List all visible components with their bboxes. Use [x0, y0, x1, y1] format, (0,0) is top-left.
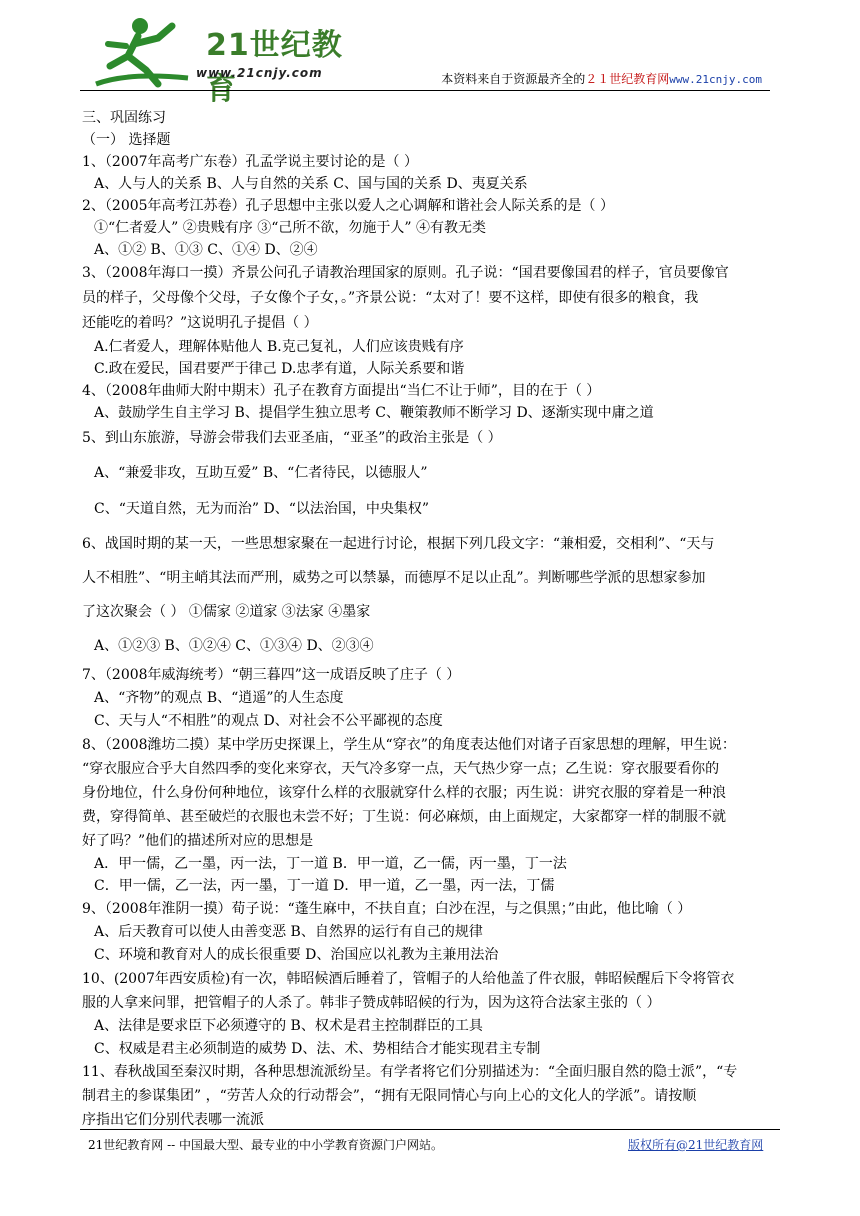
page-header [80, 12, 780, 107]
question-7-options-cd: C、天与人“不相胜”的观点 D、对社会不公平鄙视的态度 [94, 713, 443, 729]
question-9-options-cd: C、环境和教育对人的成长很重要 D、治国应以礼教为主兼用法治 [94, 947, 499, 963]
question-3-line-1: 3、（2008年海口一摸）齐景公问孔子请教治理国家的原则。孔子说：“国君要像国君的样子，官员要像官 [82, 265, 729, 281]
header-note-url[interactable]: www.21cnjy.com [669, 73, 762, 86]
footer-text: 21世纪教育网 -- 中国最大型、最专业的中小学教育资源门户网站。 [88, 1138, 444, 1152]
question-6-line-1: 6、战国时期的某一天，一些思想家聚在一起进行讨论，根据下列几段文字：“兼相爱，交相利”、“天与 [82, 536, 715, 552]
question-7-options-ab: A、“齐物”的观点 B、“逍遥”的人生态度 [94, 690, 344, 706]
question-11-line-2: 制君主的参谋集团” ，“劳苦人众的行动帮会”，“拥有无限同情心与向上心的文化人的学派”。请按顺 [82, 1088, 697, 1104]
question-5-options-ab: A、“兼爱非攻，互助互爱” B、“仁者待民，以德服人” [94, 465, 428, 481]
header-note [441, 70, 762, 87]
question-4-options: A、鼓励学生自主学习 B、提倡学生独立思考 C、鞭策教师不断学习 D、逐渐实现中庸之道 [94, 405, 654, 421]
subsection-title: （一） 选择题 [82, 132, 171, 148]
question-4: 4、（2008年曲师大附中期末）孔子在教育方面提出“当仁不让于师”，目的在于（ ） [82, 383, 601, 399]
question-2-options: A、①② B、①③ C、①④ D、②④ [94, 242, 318, 258]
section-title: 三、巩固练习 [82, 110, 166, 126]
question-9-options-ab: A、后天教育可以使人由善变恶 B、自然界的运行有自己的规律 [94, 924, 483, 940]
header-note-site[interactable]: ２１世纪教育网 [585, 72, 670, 86]
question-8-options-ab: A．甲一儒，乙一墨，丙一法，丁一道 B．甲一道，乙一儒，丙一墨，丁一法 [94, 856, 567, 872]
question-10-line-1: 10、(2007年西安质检)有一次，韩昭候酒后睡着了，管帽子的人给他盖了件衣服，韩昭候醒后下令将管衣 [82, 971, 735, 987]
question-11-line-3: 序指出它们分别代表哪一流派 [82, 1112, 264, 1128]
header-note-prefix: 本资料来自于资源最齐全的 [441, 72, 586, 86]
question-2-items: ①“仁者爱人” ②贵贱有序 ③“己所不欲，勿施于人” ④有教无类 [94, 220, 486, 236]
question-3-options-ab: A.仁者爱人，理解体贴他人 B.克己复礼，人们应该贵贱有序 [94, 339, 464, 355]
question-6-options: A、①②③ B、①②④ C、①③④ D、②③④ [94, 638, 374, 654]
question-3-line-2: 员的样子，父母像个父母，子女像个子女，。”齐景公说：“太对了！要不这样，即使有很多的粮食，我 [82, 290, 699, 306]
question-5-options-cd: C、“天道自然，无为而治” D、“以法治国，中央集权” [94, 501, 430, 517]
question-8-line-3: 身份地位，什么身份何种地位，该穿什么样的衣服就穿什么样的衣服；丙生说：讲究衣服的穿着是一种浪 [82, 785, 726, 801]
runner-logo-icon [88, 14, 208, 92]
header-divider [80, 90, 770, 91]
logo [88, 14, 368, 107]
question-8-line-2: “穿衣服应合乎大自然四季的变化来穿衣，天气冷多穿一点，天气热少穿一点；乙生说：穿衣服要看你的 [82, 761, 720, 777]
question-8-line-5: 好了吗？”他们的描述所对应的思想是 [82, 833, 314, 849]
question-6-line-2: 人不相胜”、“明主峭其法而严刑，威势之可以禁暴，而德厚不足以止乱”。判断哪些学派的思想家参加 [82, 570, 706, 586]
question-6-line-3: 了这次聚会（ ） ①儒家 ②道家 ③法家 ④墨家 [82, 604, 371, 620]
question-2: 2、（2005年高考江苏卷）孔子思想中主张以爱人之心调解和谐社会人际关系的是（ ） [82, 198, 614, 214]
copyright-link[interactable]: 版权所有@21世纪教育网 [628, 1138, 764, 1152]
question-10-line-2: 服的人拿来问罪，把管帽子的人杀了。韩非子赞成韩昭候的行为，因为这符合法家主张的（ ） [82, 995, 661, 1011]
logo-text: 21世纪教育 [206, 28, 343, 107]
question-10-options-ab: A、法律是要求臣下必须遵守的 B、权术是君主控制群臣的工具 [94, 1018, 483, 1034]
question-3-options-cd: C.政在爱民，国君要严于律己 D.忠孝有道，人际关系要和谐 [94, 361, 465, 377]
question-7: 7、（2008年威海统考）“朝三暮四”这一成语反映了庄子（ ） [82, 667, 461, 683]
question-8-line-4: 费，穿得简单、甚至破烂的衣服也未尝不好；丁生说：何必麻烦，由上面规定，大家都穿一样的制服不就 [82, 809, 726, 825]
question-10-options-cd: C、权威是君主必须制造的威势 D、法、术、势相结合才能实现君主专制 [94, 1041, 541, 1057]
question-9: 9、（2008年淮阴一摸）荀子说：“蓬生麻中，不扶自直；白沙在涅，与之俱黑；”由此，他比喻（ ） [82, 901, 692, 917]
question-11-line-1: 11、春秋战国至秦汉时期，各种思想流派纷呈。有学者将它们分别描述为：“全面归服自然的隐士派”，“专 [82, 1064, 738, 1080]
question-8-options-cd: C．甲一儒，乙一法，丙一墨，丁一道 D．甲一道，乙一墨，丙一法，丁儒 [94, 878, 555, 894]
question-1: 1、（2007年高考广东卷）孔孟学说主要讨论的是（ ） [82, 154, 418, 170]
question-1-options: A、人与人的关系 B、人与自然的关系 C、国与国的关系 D、夷夏关系 [94, 176, 528, 192]
question-5: 5、到山东旅游，导游会带我们去亚圣庙，“亚圣”的政治主张是（ ） [82, 430, 502, 446]
question-3-line-3: 还能吃的着吗？”这说明孔子提倡（ ） [82, 315, 318, 331]
footer-divider [80, 1129, 780, 1130]
logo-url: www.21cnjy.com [196, 66, 323, 80]
question-8-line-1: 8、（2008潍坊二摸）某中学历史探课上，学生从“穿衣”的角度表达他们对诸子百家思想的理解，甲生说： [82, 737, 736, 753]
